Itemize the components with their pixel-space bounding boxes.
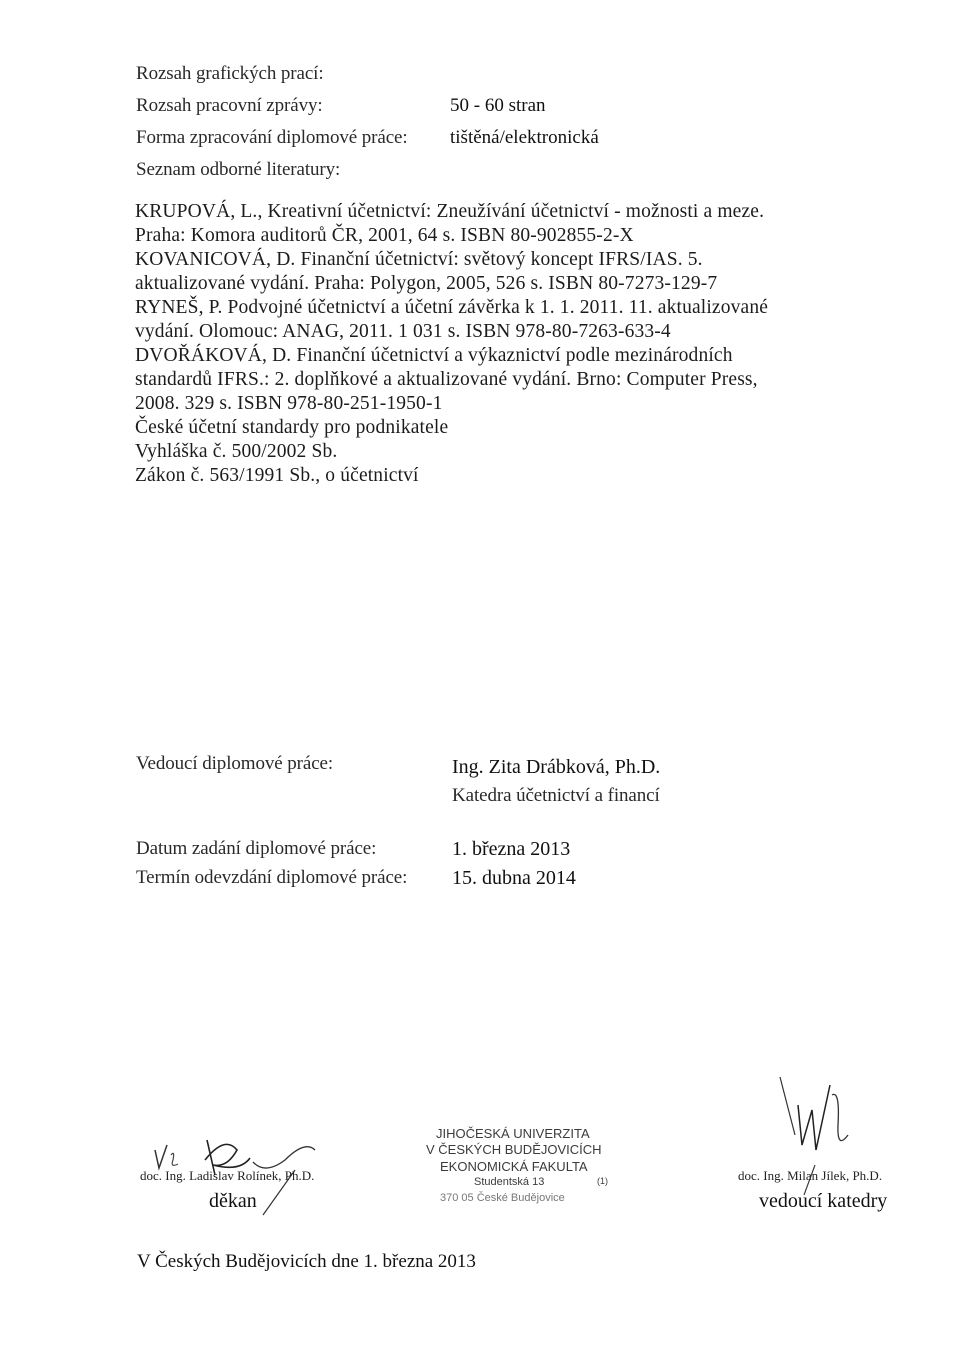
- report-scope-value: 50 - 60 stran: [450, 95, 546, 116]
- stamp-mark: (1): [597, 1176, 608, 1186]
- assigned-date-label: Datum zadání diplomové práce:: [136, 838, 377, 859]
- literature-line: DVOŘÁKOVÁ, D. Finanční účetnictví a výkaznictví podle mezinárodních: [135, 345, 733, 366]
- head-signature: [760, 1065, 880, 1210]
- literature-line: 2008. 329 s. ISBN 978-80-251-1950-1: [135, 393, 443, 414]
- stamp-line: 370 05 České Budějovice: [440, 1192, 565, 1204]
- supervisor-label: Vedoucí diplomové práce:: [136, 753, 334, 774]
- literature-line: vydání. Olomouc: ANAG, 2011. 1 031 s. ISBN 978-80-7263-633-4: [135, 321, 671, 342]
- stamp-line: JIHOČESKÁ UNIVERZITA: [436, 1126, 590, 1141]
- literature-line: standardů IFRS.: 2. doplňkové a aktualizované vydání. Brno: Computer Press,: [135, 369, 758, 390]
- literature-line: Vyhláška č. 500/2002 Sb.: [135, 441, 338, 462]
- form-value: tištěná/elektronická: [450, 127, 599, 148]
- literature-line: RYNEŠ, P. Podvojné účetnictví a účetní závěrka k 1. 1. 2011. 11. aktualizované: [135, 297, 769, 318]
- literature-label: Seznam odborné literatury:: [136, 159, 341, 180]
- literature-line: Praha: Komora auditorů ČR, 2001, 64 s. ISBN 80-902855-2-X: [135, 225, 634, 246]
- stamp-line: EKONOMICKÁ FAKULTA: [440, 1159, 588, 1174]
- literature-line: aktualizované vydání. Praha: Polygon, 2005, 526 s. ISBN 80-7273-129-7: [135, 273, 718, 294]
- place-date-footer: V Českých Budějovicích dne 1. března 2013: [137, 1251, 476, 1272]
- literature-line: České účetní standardy pro podnikatele: [135, 417, 449, 438]
- literature-line: Zákon č. 563/1991 Sb., o účetnictví: [135, 465, 419, 486]
- deadline-value: 15. dubna 2014: [452, 867, 576, 889]
- assigned-date-value: 1. března 2013: [452, 838, 571, 860]
- head-name: doc. Ing. Milan Jílek, Ph.D.: [738, 1168, 883, 1183]
- supervisor-department: Katedra účetnictví a financí: [452, 785, 660, 806]
- form-label: Forma zpracování diplomové práce:: [136, 127, 408, 148]
- literature-line: KOVANICOVÁ, D. Finanční účetnictví: světový koncept IFRS/IAS. 5.: [135, 249, 703, 270]
- literature-line: KRUPOVÁ, L., Kreativní účetnictví: Zneužívání účetnictví - možnosti a meze.: [135, 201, 765, 222]
- deadline-label: Termín odevzdání diplomové práce:: [136, 867, 408, 888]
- report-scope-label: Rozsah pracovní zprávy:: [136, 95, 323, 116]
- dean-name: doc. Ing. Ladislav Rolínek, Ph.D.: [140, 1168, 315, 1183]
- head-role: vedoucí katedry: [759, 1190, 888, 1212]
- supervisor-name: Ing. Zita Drábková, Ph.D.: [452, 756, 661, 778]
- dean-role: děkan: [209, 1190, 257, 1212]
- graphics-scope-label: Rozsah grafických prací:: [136, 63, 324, 84]
- stamp-line: V ČESKÝCH BUDĚJOVICÍCH: [426, 1142, 602, 1157]
- stamp-line: Studentská 13: [474, 1176, 545, 1188]
